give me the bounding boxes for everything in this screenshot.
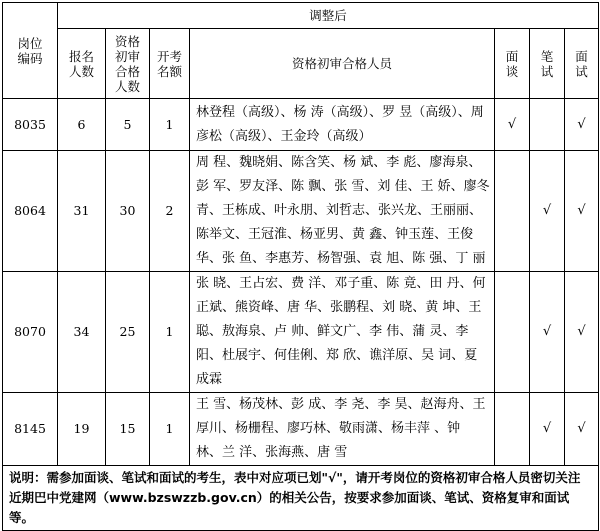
row-qualified: 30 <box>106 151 150 272</box>
talk-header: 面谈 <box>495 29 530 99</box>
post-code-header: 岗位编码 <box>3 3 58 99</box>
row-applicants: 31 <box>58 151 106 272</box>
row-qualified: 15 <box>106 393 150 466</box>
row-written-mark <box>530 99 565 151</box>
table-row <box>3 393 599 466</box>
row-talk-mark <box>495 393 530 466</box>
table-row <box>3 99 599 151</box>
row-written-mark: √ <box>530 393 565 466</box>
row-talk-mark <box>495 151 530 272</box>
row-applicants: 19 <box>58 393 106 466</box>
interview-header: 面试 <box>565 29 599 99</box>
row-names: 林登程（高级）、杨 涛（高级）、罗 昱（高级）、周彦松（高级）、王金玲（高级） <box>190 99 495 151</box>
header-row-group <box>3 3 599 29</box>
table-row <box>3 272 599 393</box>
row-applicants: 6 <box>58 99 106 151</box>
row-applicants: 34 <box>58 272 106 393</box>
row-written-mark: √ <box>530 151 565 272</box>
row-quota: 1 <box>150 272 190 393</box>
quota-header: 开考名额 <box>150 29 190 99</box>
row-interview-mark: √ <box>565 99 599 151</box>
row-code: 8064 <box>3 151 58 272</box>
written-header: 笔试 <box>530 29 565 99</box>
row-talk-mark: √ <box>495 99 530 151</box>
row-talk-mark <box>495 272 530 393</box>
explanatory-note: 说明：需参加面谈、笔试和面试的考生，表中对应项已划"√"，请开考岗位的资格初审合格人员密切关注近期巴中党建网（www.bzswzzb.gov.cn）的相关公告，按要求参加面谈、笔试、资格复审和面试等。 <box>3 466 599 531</box>
row-code: 8145 <box>3 393 58 466</box>
results-table-container <box>2 2 599 531</box>
row-code: 8070 <box>3 272 58 393</box>
row-code: 8035 <box>3 99 58 151</box>
table-row <box>3 151 599 272</box>
row-interview-mark: √ <box>565 393 599 466</box>
row-names: 张 晓、王占宏、费 洋、邓子重、陈 竟、田 丹、何正斌、熊资峰、唐 华、张鹏程、刘 晓、黄 坤、王 聪、敖海泉、卢 帅、鲜文广、李 伟、蒲 灵、李 阳、杜展宇、何佳俐、郑 欣、谯洋原、吴 词、夏成霖 <box>190 272 495 393</box>
row-written-mark: √ <box>530 272 565 393</box>
qualification-results-table <box>2 2 599 531</box>
row-quota: 1 <box>150 99 190 151</box>
row-quota: 2 <box>150 151 190 272</box>
row-quota: 1 <box>150 393 190 466</box>
adjusted-group-header: 调整后 <box>58 3 599 29</box>
header-row-columns <box>3 29 599 99</box>
row-names: 周 程、魏晓娟、陈含笑、杨 斌、李 彪、廖海泉、彭 军、罗友泽、陈 飘、张 雪、刘 佳、王 娇、廖冬青、王栋成、叶永朋、刘哲志、张兴龙、王丽丽、陈举文、王冠淮、杨亚男、黄 鑫、钟玉莲、王俊华、张 鱼、李惠芳、杨智强、袁 旭、陈 强、丁 丽 <box>190 151 495 272</box>
qualified-people-header: 资格初审合格人员 <box>190 29 495 99</box>
qualified-count-header: 资格初审合格人数 <box>106 29 150 99</box>
row-interview-mark: √ <box>565 151 599 272</box>
applicants-header: 报名人数 <box>58 29 106 99</box>
row-interview-mark: √ <box>565 272 599 393</box>
note-row <box>3 466 599 531</box>
row-qualified: 25 <box>106 272 150 393</box>
row-qualified: 5 <box>106 99 150 151</box>
row-names: 王 雪、杨茂林、彭 成、李 尧、李 昊、赵海舟、王厚川、杨栅程、廖巧林、敬雨潇、杨丰萍 、钟 林、兰 洋、张海燕、唐 雪 <box>190 393 495 466</box>
